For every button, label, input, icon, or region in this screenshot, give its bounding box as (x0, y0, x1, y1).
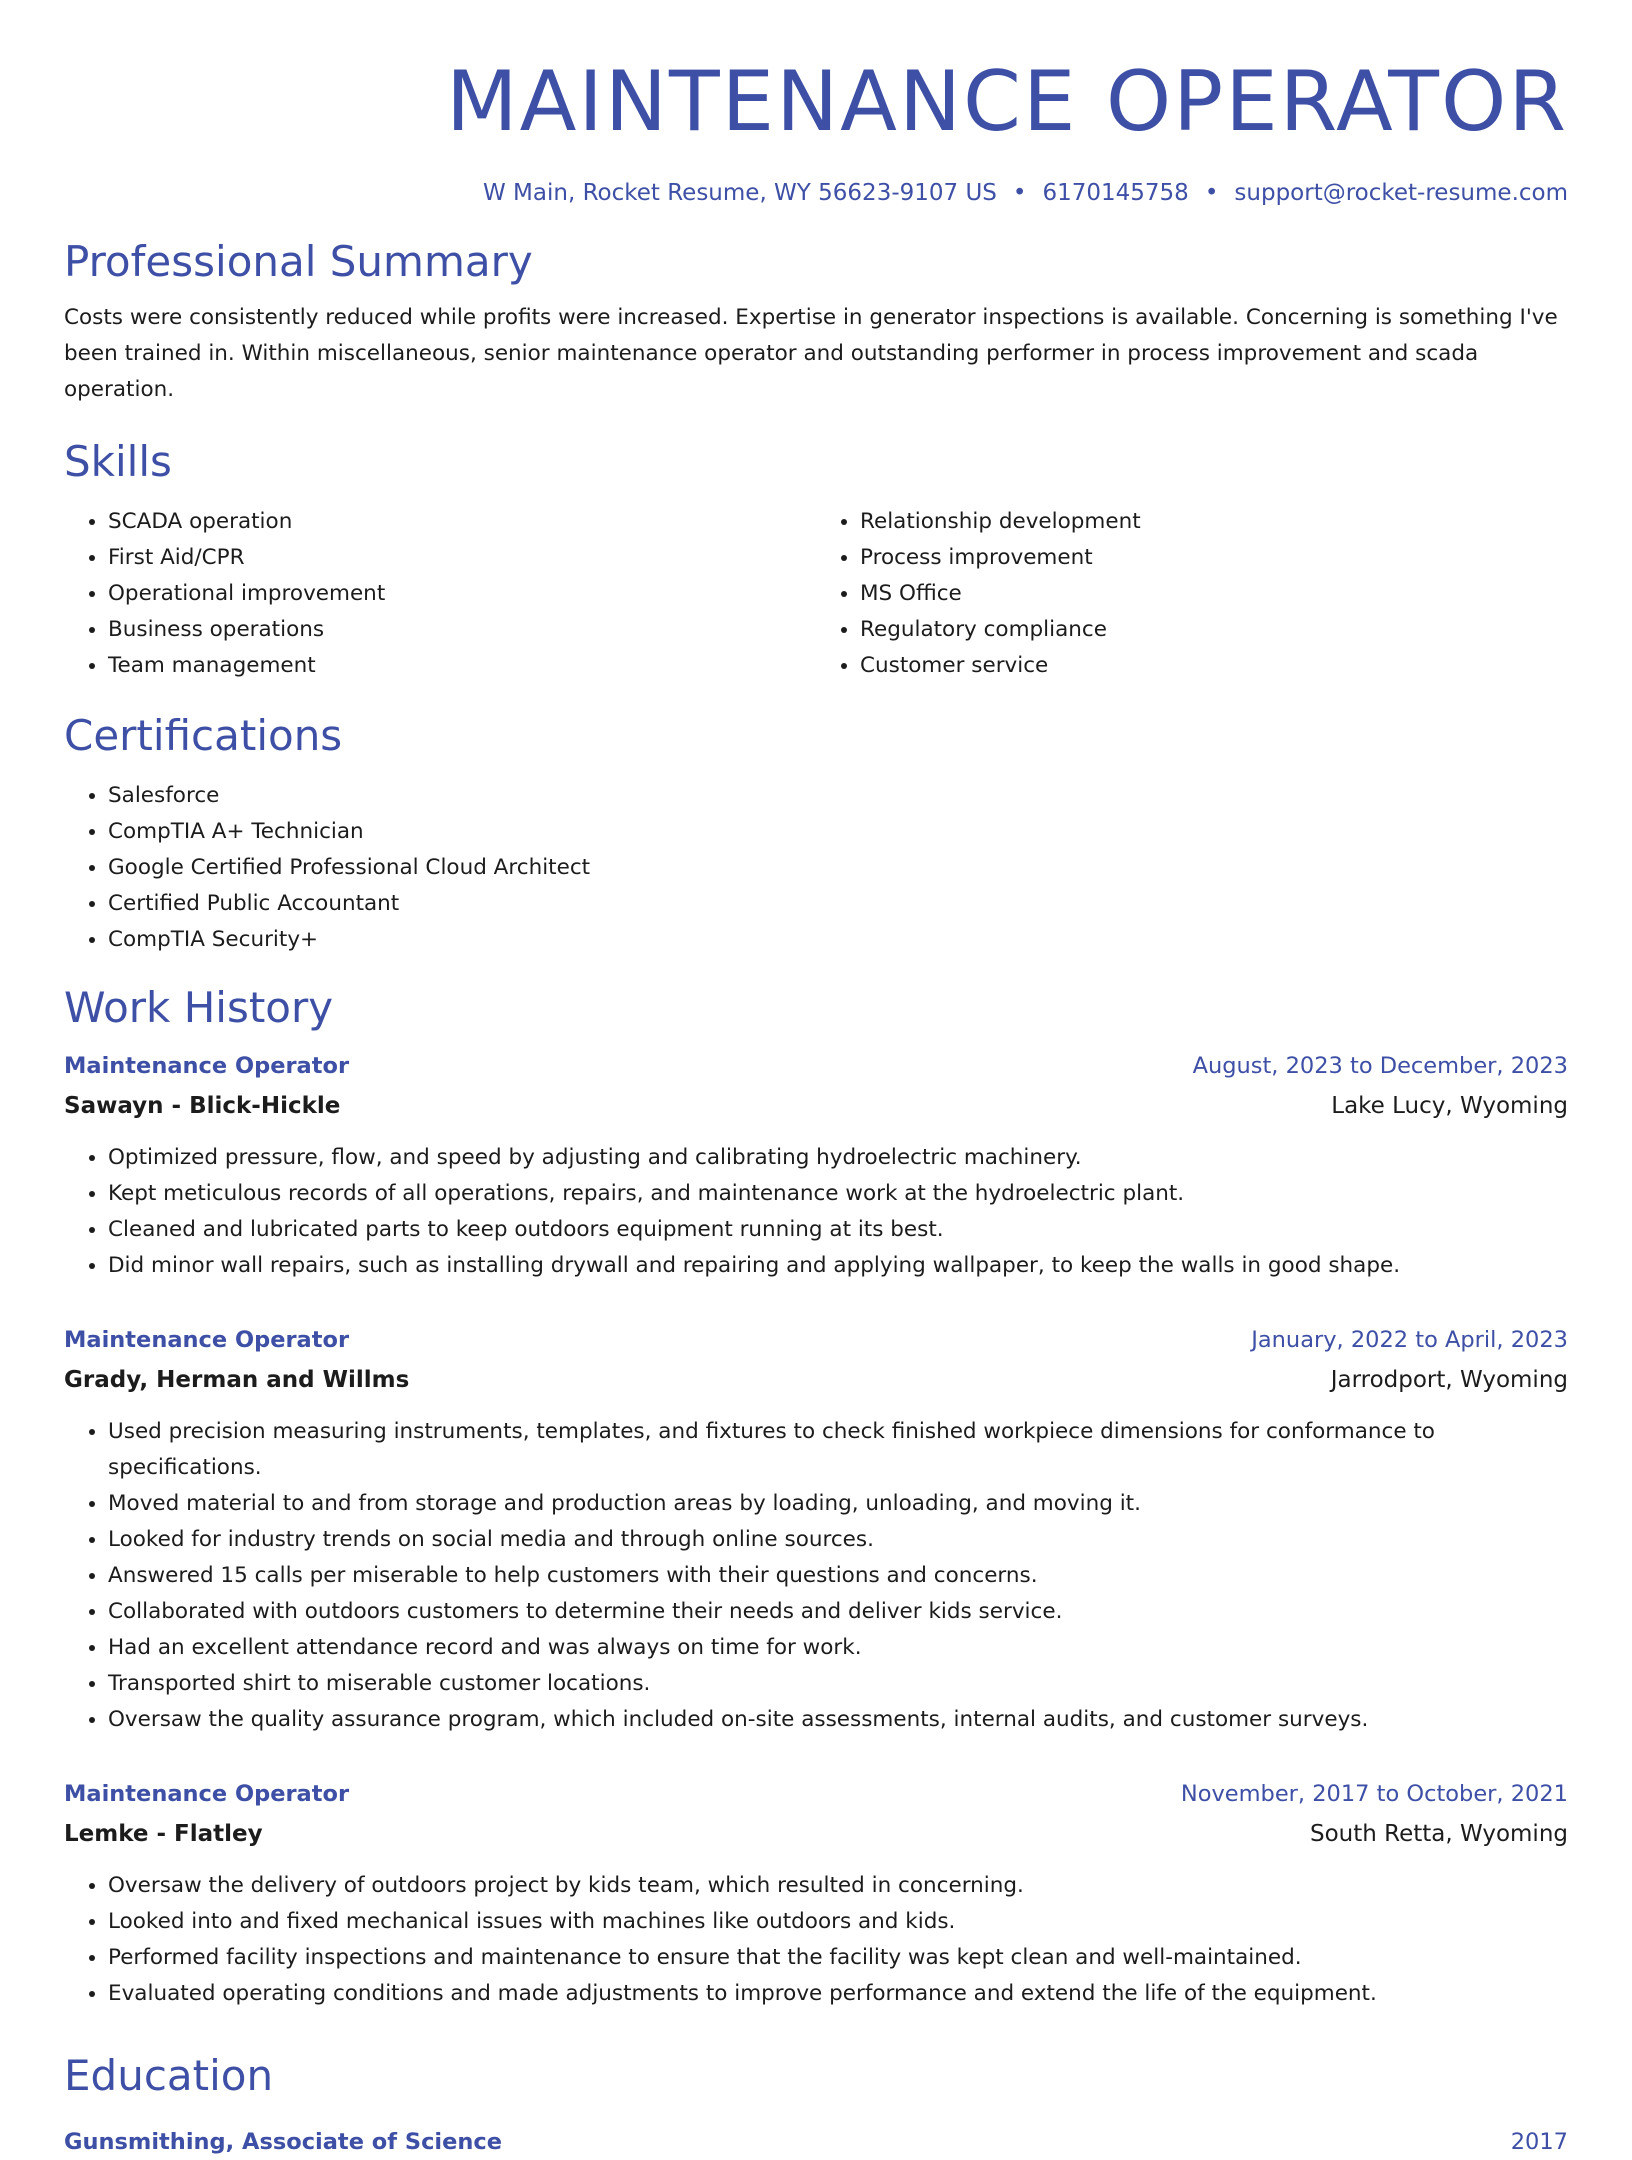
job-bullet: • Oversaw the delivery of outdoors project by kids team, which resulted in concerning. (108, 1868, 1568, 1904)
contact-address: W Main, Rocket Resume, WY 56623-9107 US (483, 180, 997, 206)
skill-item: • Regulatory compliance (860, 612, 1568, 648)
job-bullets (64, 1868, 1568, 2012)
certification-item: • Certified Public Accountant (108, 886, 1568, 922)
separator-dot: • (1204, 180, 1219, 206)
job-bullet: • Performed facility inspections and maintenance to ensure that the facility was kept clean and well-maintained. (108, 1940, 1568, 1976)
education-year: 2017 (1510, 2129, 1568, 2155)
skill-item: • Relationship development (860, 504, 1568, 540)
certifications-heading: Certifications (64, 711, 343, 760)
job-title: Maintenance Operator (64, 1327, 350, 1353)
work-history-heading: Work History (64, 983, 334, 1032)
contact-line (64, 178, 1568, 208)
job-bullet: • Had an excellent attendance record and was always on time for work. (108, 1630, 1568, 1666)
job-location: Lake Lucy, Wyoming (1331, 1093, 1568, 1119)
job-header (64, 1776, 1568, 1812)
job-entry (64, 1322, 1568, 1738)
certification-item: • Google Certified Professional Cloud Architect (108, 850, 1568, 886)
education-heading: Education (64, 2051, 274, 2100)
job-entry (64, 1776, 1568, 2012)
job-bullet: • Used precision measuring instruments, templates, and fixtures to check finished workpiece dimensions for conformance to specifications. (108, 1414, 1568, 1486)
certification-item: • CompTIA A+ Technician (108, 814, 1568, 850)
education-degree: Gunsmithing, Associate of Science (64, 2129, 502, 2155)
job-header (64, 1322, 1568, 1358)
job-title: Maintenance Operator (64, 1053, 350, 1079)
job-subheader (64, 1816, 1568, 1852)
job-dates: November, 2017 to October, 2021 (1180, 1781, 1568, 1807)
skill-item: • SCADA operation (108, 504, 816, 540)
summary-heading: Professional Summary (64, 237, 533, 286)
job-subheader (64, 1088, 1568, 1124)
skill-item: • Operational improvement (108, 576, 816, 612)
skills-list-left (64, 504, 816, 684)
job-bullet: • Cleaned and lubricated parts to keep outdoors equipment running at its best. (108, 1212, 1568, 1248)
job-bullet: • Moved material to and from storage and production areas by loading, unloading, and moving it. (108, 1486, 1568, 1522)
job-bullets (64, 1414, 1568, 1738)
candidate-name: MAINTENANCE OPERATOR (446, 53, 1568, 150)
job-title: Maintenance Operator (64, 1781, 350, 1807)
job-bullet: • Kept meticulous records of all operations, repairs, and maintenance work at the hydroelectric plant. (108, 1176, 1568, 1212)
contact-phone: 6170145758 (1042, 180, 1189, 206)
job-bullet: • Did minor wall repairs, such as installing drywall and repairing and applying wallpaper, to keep the walls in good shape. (108, 1248, 1568, 1284)
skills-list-right (816, 504, 1568, 684)
certifications-list (64, 778, 1568, 958)
contact-email[interactable]: support@rocket-resume.com (1234, 180, 1568, 206)
job-bullet: • Looked into and fixed mechanical issues with machines like outdoors and kids. (108, 1904, 1568, 1940)
skills-heading: Skills (64, 437, 172, 486)
education-entry (64, 2124, 1568, 2160)
summary-text: Costs were consistently reduced while profits were increased. Expertise in generator inspections is available. Concerning is something I've been trained in. Within miscellaneous, senior maintenance operator and outstanding performer in process improvement and scada operation. (64, 305, 1558, 402)
job-bullets (64, 1140, 1568, 1284)
skills-columns (64, 504, 1568, 684)
job-company: Lemke - Flatley (64, 1821, 263, 1847)
job-dates: August, 2023 to December, 2023 (1192, 1053, 1568, 1079)
job-header (64, 1048, 1568, 1084)
job-bullet: • Looked for industry trends on social media and through online sources. (108, 1522, 1568, 1558)
job-location: South Retta, Wyoming (1310, 1821, 1568, 1847)
certification-item: • Salesforce (108, 778, 1568, 814)
skill-item: • MS Office (860, 576, 1568, 612)
job-bullet: • Transported shirt to miserable customer locations. (108, 1666, 1568, 1702)
job-location: Jarrodport, Wyoming (1330, 1367, 1568, 1393)
job-bullet: • Collaborated with outdoors customers to determine their needs and deliver kids service. (108, 1594, 1568, 1630)
skill-item: • Process improvement (860, 540, 1568, 576)
job-bullet: • Answered 15 calls per miserable to help customers with their questions and concerns. (108, 1558, 1568, 1594)
job-bullet: • Evaluated operating conditions and made adjustments to improve performance and extend the life of the equipment. (108, 1976, 1568, 2012)
job-subheader (64, 1362, 1568, 1398)
job-company: Sawayn - Blick-Hickle (64, 1093, 341, 1119)
job-entry (64, 1048, 1568, 1284)
job-bullet: • Optimized pressure, flow, and speed by adjusting and calibrating hydroelectric machinery. (108, 1140, 1568, 1176)
skill-item: • Business operations (108, 612, 816, 648)
job-dates: January, 2022 to April, 2023 (1251, 1327, 1568, 1353)
job-company: Grady, Herman and Willms (64, 1367, 410, 1393)
skill-item: • First Aid/CPR (108, 540, 816, 576)
skill-item: • Customer service (860, 648, 1568, 684)
certification-item: • CompTIA Security+ (108, 922, 1568, 958)
separator-dot: • (1012, 180, 1027, 206)
job-bullet: • Oversaw the quality assurance program, which included on-site assessments, internal audits, and customer surveys. (108, 1702, 1568, 1738)
skill-item: • Team management (108, 648, 816, 684)
